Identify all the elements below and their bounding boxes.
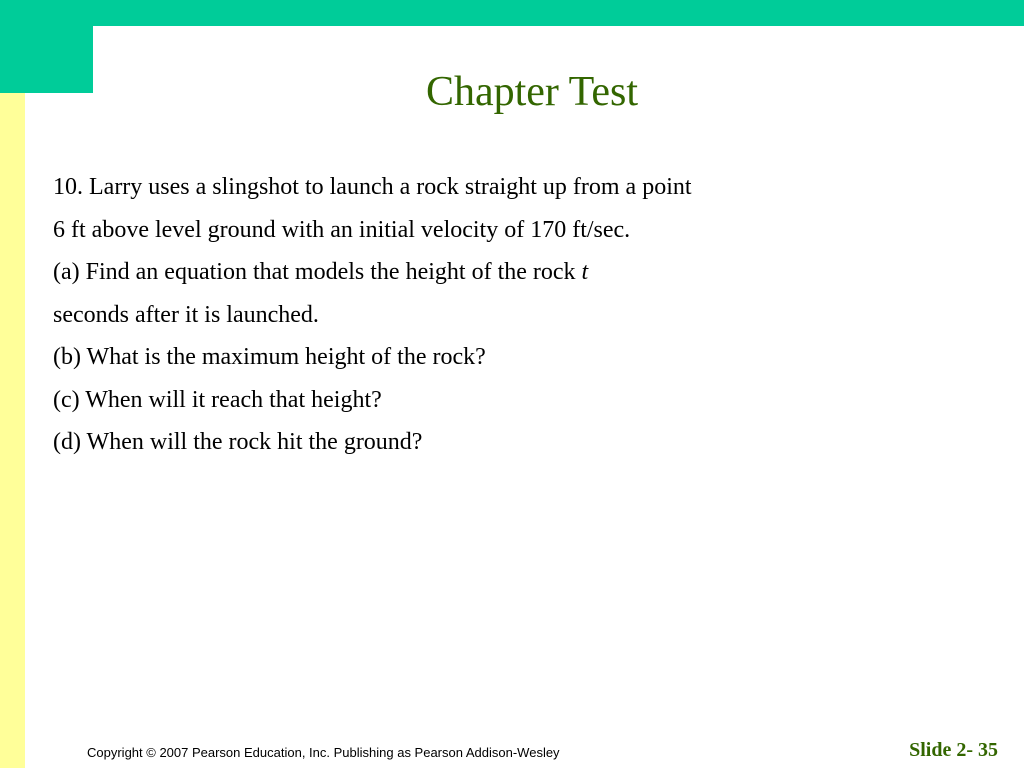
question-line-6: (c) When will it reach that height?: [53, 386, 382, 413]
slide-number: Slide 2- 35: [909, 739, 998, 761]
question-line-5: (b) What is the maximum height of the rock?: [53, 344, 486, 370]
question-line-4: seconds after it is launched.: [53, 301, 319, 328]
variable-t: t: [581, 259, 589, 285]
slide-title: Chapter Test: [425, 69, 639, 115]
copyright-notice: Copyright © 2007 Pearson Education, Inc. Publishing as Pearson Addison-Wesley: [87, 745, 560, 760]
top-accent-bar: [0, 0, 1024, 26]
question-line-3-text: (a) Find an equation that models the height of the rock: [53, 259, 582, 285]
question-line-7: (d) When will the rock hit the ground?: [53, 429, 423, 455]
question-line-2: 6 ft above level ground with an initial velocity of 170 ft/sec.: [53, 216, 631, 243]
question-line-3: [53, 251, 973, 294]
question-body: [53, 166, 973, 464]
side-accent-bar: [0, 93, 25, 768]
question-line-1: 10. Larry uses a slingshot to launch a rock straight up from a point: [53, 174, 692, 200]
